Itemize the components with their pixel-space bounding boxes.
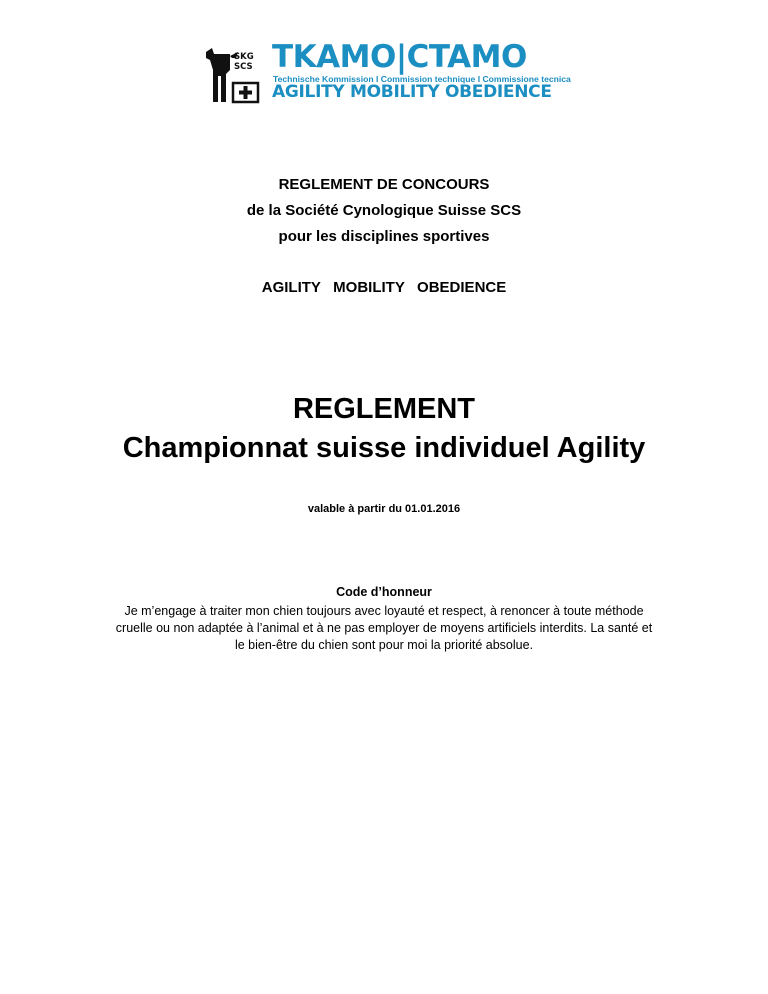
dog-cross-logo-icon [204,46,262,104]
logo-mark-text-1: SKG [234,52,254,62]
logo-text-block [272,39,574,104]
header-disciplines: AGILITY MOBILITY OBEDIENCE [261,279,507,296]
header-line-1: REGLEMENT DE CONCOURS [278,176,490,193]
code-of-honour-line-2: cruelle ou non adaptée à l’animal et à ne pas employer de moyens artificiels interdits. La santé et [115,621,653,635]
logo-subtitle: Technische Kommission I Commission technique I Commissione tecnica [273,74,571,84]
logo-mark-text-2: SCS [234,62,253,72]
tkamo-ctamo-logo [204,39,574,104]
code-of-honour-heading: Code d’honneur [336,585,432,599]
header-line-2: de la Société Cynologique Suisse SCS [246,202,522,219]
logo-title: TKAMO|CTAMO [272,39,527,75]
code-of-honour-line-1: Je m’engage à traiter mon chien toujours avec loyauté et respect, à renoncer à toute méthode [124,604,644,618]
code-of-honour-line-3: le bien-être du chien sont pour moi la priorité absolue. [234,638,534,652]
validity-date: valable à partir du 01.01.2016 [307,503,461,515]
main-title-line-1: REGLEMENT [292,393,476,425]
main-title-line-2: Championnat suisse individuel Agility [122,432,646,464]
header-line-3: pour les disciplines sportives [278,228,490,245]
logo-disciplines: AGILITY MOBILITY OBEDIENCE [272,82,552,102]
